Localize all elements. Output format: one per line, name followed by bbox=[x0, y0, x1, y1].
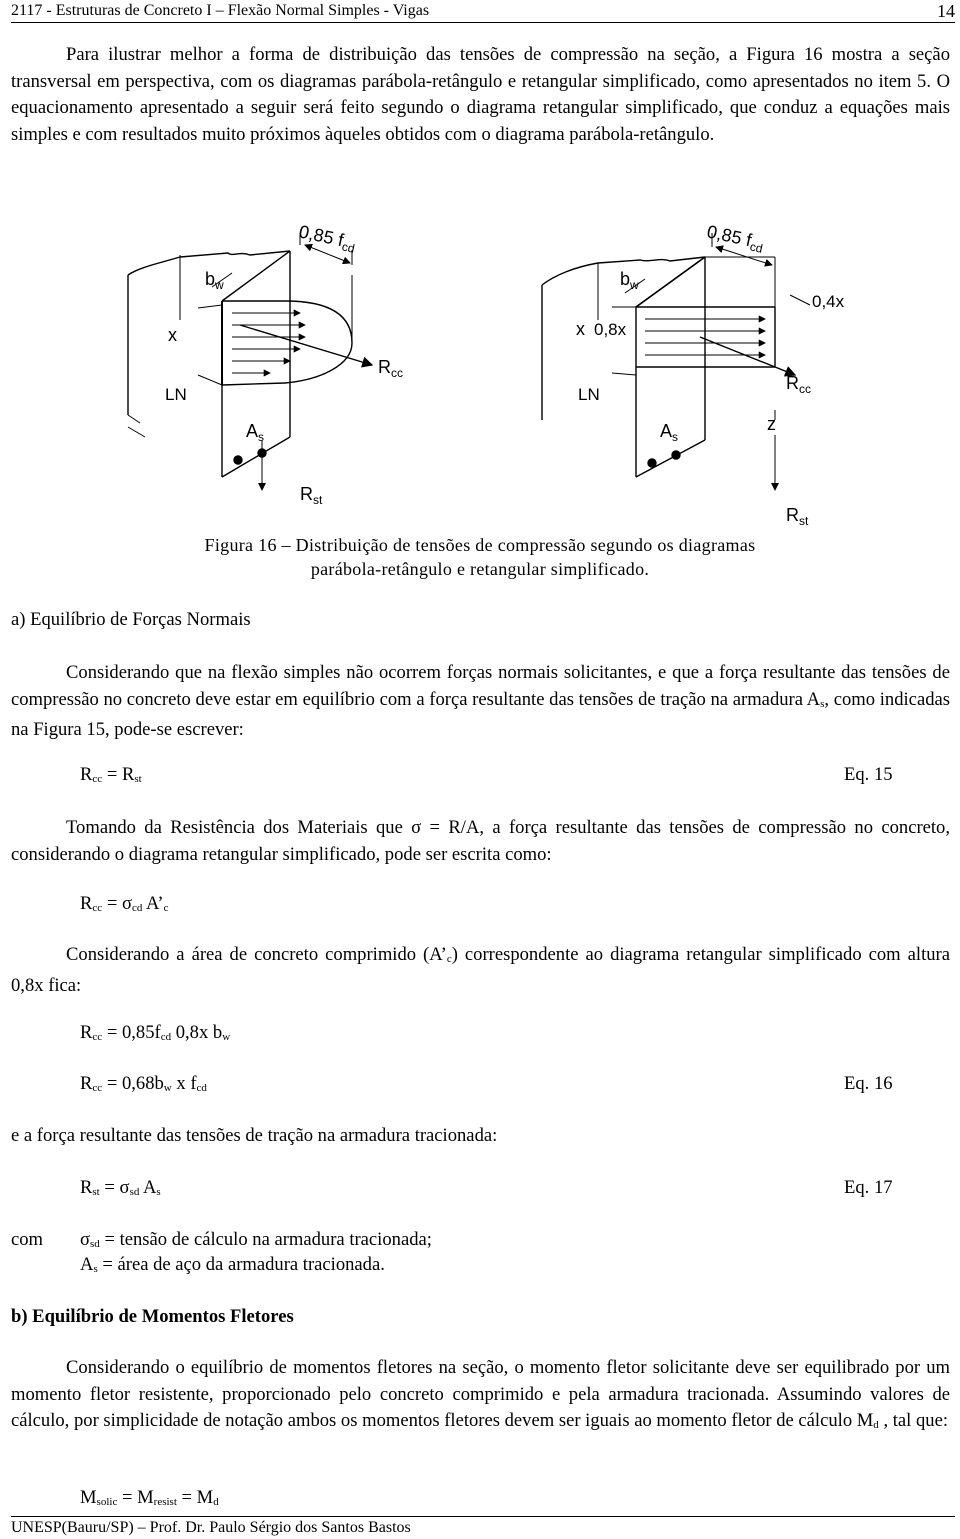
header-title: 2117 - Estruturas de Concreto I – Flexão Normal Simples - Vigas bbox=[11, 2, 430, 19]
figure-caption-line2: parábola-retângulo e retangular simplificado. bbox=[310, 559, 650, 579]
equation-17: Rst = σsd As bbox=[80, 1177, 161, 1198]
right-rcc-label: $R_{cc}$ bbox=[786, 373, 811, 396]
page-number: 14 bbox=[937, 1, 955, 21]
definition-sigma-sd: σsd = tensão de cálculo na armadura tracionada; bbox=[80, 1229, 432, 1250]
equation-rcc-085: Rcc = 0,85fcd 0,8x bw bbox=[80, 1022, 231, 1043]
page-header bbox=[11, 0, 955, 23]
section-b-paragraph: Considerando o equilíbrio de momentos fletores na seção, o momento fletor solicitante deve ser equilibrado por um momento fletor resistente, proporcionado pelo concreto comprimido e pela armadura tracionada. Assumindo valores de cálculo, por simplicidade de notação ambos os momentos fletores devem ser iguais ao momento fletor de cálculo Md , tal que: bbox=[11, 1357, 950, 1431]
page-footer: UNESP(Bauru/SP) – Prof. Dr. Paulo Sérgio dos Santos Bastos bbox=[11, 1516, 955, 1539]
right-04x-label: 0,4x bbox=[812, 292, 845, 311]
right-ln-label: LN bbox=[578, 385, 600, 404]
left-rcc-label: $R_{cc}$ bbox=[378, 357, 403, 380]
section-a-paragraph1: Considerando que na flexão simples não ocorrem forças normais solicitantes, e que a força resultante das tensões de compressão no concreto deve estar em equilíbrio com a força resultante das tensões de tração na armadura As, como indicadas na Figura 15, pode-se escrever: bbox=[11, 662, 950, 740]
right-stress-label: 0,85 $f_{cd}$ bbox=[705, 221, 764, 256]
equation-17-label: Eq. 17 bbox=[844, 1177, 893, 1198]
right-as-label: $A_s$ bbox=[660, 421, 679, 444]
section-b-heading: b) Equilíbrio de Momentos Fletores bbox=[11, 1306, 294, 1327]
definitions-com: com bbox=[11, 1229, 44, 1250]
right-rst-label: $R_{st}$ bbox=[786, 505, 809, 528]
left-rst-label: $R_{st}$ bbox=[300, 484, 323, 507]
figure-16 bbox=[0, 205, 960, 535]
equation-15-label: Eq. 15 bbox=[844, 764, 893, 785]
left-as-label: $A_s$ bbox=[246, 421, 265, 444]
section-a-heading: a) Equilíbrio de Forças Normais bbox=[11, 609, 251, 630]
right-x-label: x bbox=[576, 319, 585, 339]
left-x-label: x bbox=[168, 325, 177, 345]
figure-caption-line1: Figura 16 – Distribuição de tensões de compressão segundo os diagramas bbox=[204, 535, 756, 555]
right-bw-label: $b_w$ bbox=[620, 269, 639, 292]
left-stress-label: 0,85 $f_{cd}$ bbox=[297, 221, 356, 256]
right-z-label: z bbox=[767, 414, 776, 434]
equation-15: Rcc = Rst bbox=[80, 764, 142, 785]
left-bw-label: $b_w$ bbox=[205, 269, 224, 292]
equation-moments: Msolic = Mresist = Md bbox=[80, 1487, 219, 1508]
section-a-paragraph4: e a força resultante das tensões de tração na armadura tracionada: bbox=[11, 1125, 498, 1146]
equation-16-label: Eq. 16 bbox=[844, 1073, 893, 1094]
equation-16: Rcc = 0,68bw x fcd bbox=[80, 1073, 207, 1094]
left-section-drawing bbox=[128, 233, 372, 490]
intro-paragraph: Para ilustrar melhor a forma de distribuição das tensões de compressão na seção, a Figura 16 mostra a seção transversal em perspectiva, com os diagramas parábola-retângulo e retangular simplificado, como apresentados no item 5. O equacionamento apresentado a seguir será feito segundo o diagrama retangular simplificado, que conduz a equações mais simples e com resultados muito próximos àqueles obtidos com o diagrama parábola-retângulo. bbox=[11, 44, 950, 145]
definition-as: As = área de aço da armadura tracionada. bbox=[80, 1254, 385, 1275]
section-a-paragraph3: Considerando a área de concreto comprimido (A’c) correspondente ao diagrama retangular simplificado com altura 0,8x fica: bbox=[11, 944, 950, 996]
right-section-drawing bbox=[542, 233, 810, 490]
equation-rcc-sigma: Rcc = σcd A’c bbox=[80, 893, 169, 914]
section-a-paragraph2: Tomando da Resistência dos Materiais que σ = R/A, a força resultante das tensões de compressão no concreto, considerando o diagrama retangular simplificado, pode ser escrita como: bbox=[11, 817, 950, 865]
left-ln-label: LN bbox=[165, 385, 187, 404]
right-08x-label: 0,8x bbox=[594, 320, 627, 339]
